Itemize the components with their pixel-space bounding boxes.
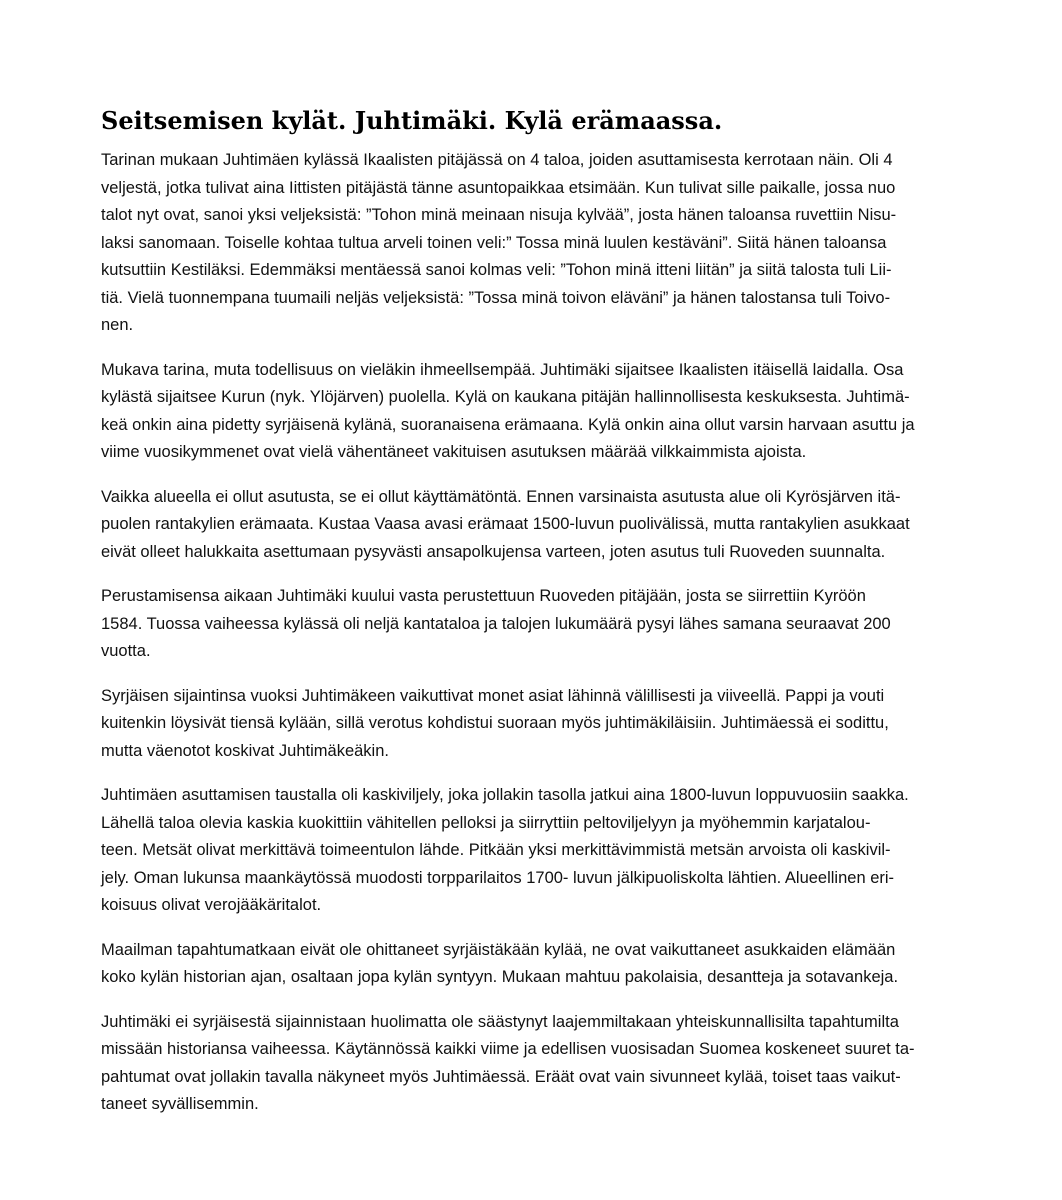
text-line: teen. Metsät olivat merkittävä toimeentulon lähde. Pitkään yksi merkittävimmistä metsän arvoista oli kaskivil- [101,841,891,859]
text-line: mutta väenotot koskivat Juhtimäkeäkin. [101,741,389,760]
text-line: 1584. Tuossa vaiheessa kylässä oli neljä kantataloa ja talojen lukumäärä pysyi lähes samana seuraavat 200 [101,614,891,633]
text-line: nen. [101,316,134,334]
paragraph [101,1009,991,1119]
text-line: laksi sanomaan. Toiselle kohtaa tultua arveli toinen veli:” Tossa minä luulen kestäväni”. Siitä hänen taloansa [101,233,887,252]
text-line: Tarinan mukaan Juhtimäen kylässä Ikaalisten pitäjässä on 4 taloa, joiden asuttamisesta kerrotaan näin. Oli 4 [101,151,893,169]
text-line: veljestä, jotka tulivat aina Iittisten pitäjästä tänne asuntopaikkaa etsimään. Kun tulivat sille paikalle, jossa nuo [101,178,896,197]
text-line: pahtumat ovat jollakin tavalla näkyneet myös Juhtimäessä. Eräät ovat vain sivunneet kylää, toiset taas vaikut- [101,1067,901,1086]
document-title: Seitsemisen kylät. Juhtimäki. Kylä erämaassa. [101,106,723,135]
paragraph [101,782,991,920]
text-line: missään historiansa vaiheessa. Käytännössä kaikki viime ja edellisen vuosisadan Suomea koskeneet suuret ta- [101,1040,915,1058]
text-line: taneet syvällisemmin. [101,1095,259,1113]
text-line: kutsuttiin Kestiläksi. Edemmäksi mentäessä sanoi kolmas veli: ”Tohon minä itteni liitän” ja siitä talosta tuli Lii- [101,261,892,279]
text-line: Maailman tapahtumatkaan eivät ole ohittaneet syrjäistäkään kylää, ne ovat vaikuttaneet asukkaiden elämään [101,940,896,959]
text-line: kuitenkin löysivät tiensä kylään, sillä verotus kohdistui suoraan myös juhtimäkiläisiin. Juhtimäessä ei sodittu, [101,714,889,732]
text-line: puolen rantakylien erämaata. Kustaa Vaasa avasi erämaat 1500-luvun puolivälissä, mutta rantakylien asukkaat [101,515,910,533]
text-line: Juhtimäen asuttamisen taustalla oli kaskiviljely, joka jollakin tasolla jatkui aina 1800-luvun loppuvuosiin saakka. [101,786,909,804]
text-line: vuotta. [101,642,151,660]
paragraph [101,357,991,467]
paragraph [101,937,991,992]
text-line: koko kylän historian ajan, osaltaan jopa kylän syntyyn. Mukaan mahtuu pakolaisia, desantteja ja sotavankeja. [101,968,899,986]
text-line: Juhtimäki ei syrjäisestä sijainnistaan huolimatta ole säästynyt laajemmiltakaan yhteiskunnallisilta tapahtumilta [101,1012,899,1031]
text-line: Mukava tarina, muta todellisuus on vieläkin ihmeellsempää. Juhtimäki sijaitsee Ikaalisten itäisellä laidalla. Osa [101,360,904,379]
text-line: Syrjäisen sijaintinsa vuoksi Juhtimäkeen vaikuttivat monet asiat lähinnä välillisesti ja viiveellä. Pappi ja vouti [101,686,885,705]
text-line: eivät olleet halukkaita asettumaan pysyvästi ansapolkujensa varteen, joten asutus tuli Ruoveden suunnalta. [101,542,886,561]
text-line: jely. Oman lukunsa maankäytössä muodosti torpparilaitos 1700- luvun jälkipuoliskolta lähtien. Alueellinen eri- [101,868,895,887]
paragraph [101,683,991,766]
text-line: Perustamisensa aikaan Juhtimäki kuului vasta perustettuun Ruoveden pitäjään, josta se siirrettiin Kyröön [101,587,866,605]
paragraph [101,484,991,567]
text-line: viime vuosikymmenet ovat vielä vähentäneet vakituisen asutuksen määrää vilkkaimmista ajoista. [101,443,807,461]
text-line: talot nyt ovat, sanoi yksi veljeksistä: ”Tohon minä meinaan nisuja kylvää”, josta hänen taloansa ruvettiin Nisu- [101,206,897,224]
text-line: Lähellä taloa olevia kaskia kuokittiin vähitellen pelloksi ja siirryttiin peltoviljelyyn ja myöhemmin karjatalou- [101,813,871,832]
text-line: koisuus olivat verojääkäritalot. [101,896,322,914]
document-page [101,104,991,1136]
document-body [101,147,991,1119]
text-line: kylästä sijaitsee Kurun (nyk. Ylöjärven) puolella. Kylä on kaukana pitäjän hallinnollisesta keskuksesta. Juhtimä- [101,388,910,406]
paragraph [101,147,991,340]
paragraph [101,583,991,666]
text-line: Vaikka alueella ei ollut asutusta, se ei ollut käyttämätöntä. Ennen varsinaista asutusta alue oli Kyrösjärven itä- [101,487,901,506]
text-line: keä onkin aina pidetty syrjäisenä kylänä, suoranaisena erämaana. Kylä onkin aina ollut varsin harvaan asuttu ja [101,415,915,434]
text-line: tiä. Vielä tuonnempana tuumaili neljäs veljeksistä: ”Tossa minä toivon eläväni” ja hänen talostansa tuli Toivo- [101,288,891,307]
